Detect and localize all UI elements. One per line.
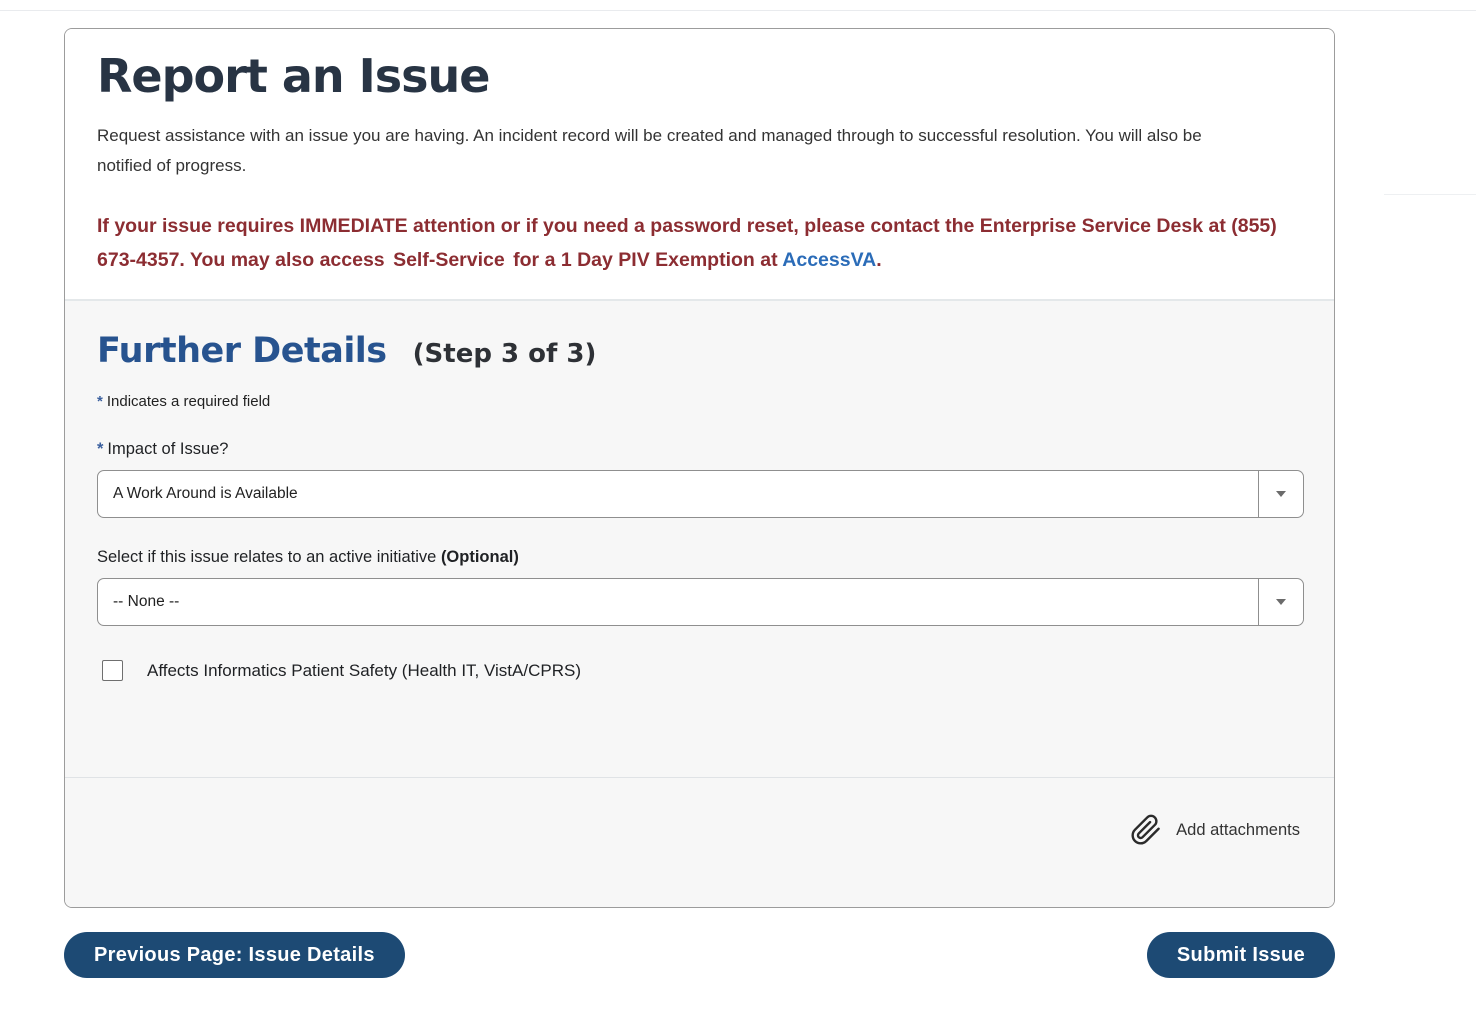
patient-safety-checkbox-label: Affects Informatics Patient Safety (Health IT, VistA/CPRS) bbox=[147, 660, 581, 680]
impact-select-value: A Work Around is Available bbox=[113, 485, 298, 502]
impact-select-dropdown-button[interactable] bbox=[1258, 471, 1303, 517]
page-title: Report an Issue bbox=[97, 49, 490, 103]
form-heading-row bbox=[97, 331, 1302, 371]
report-issue-card bbox=[64, 28, 1335, 908]
warning-part3: . bbox=[876, 249, 882, 271]
impact-label-text: Impact of Issue? bbox=[107, 440, 229, 458]
previous-page-button[interactable]: Previous Page: Issue Details bbox=[64, 932, 405, 978]
required-field-note bbox=[97, 393, 1302, 410]
required-asterisk: * bbox=[97, 393, 103, 410]
add-attachments-control[interactable] bbox=[1130, 814, 1300, 846]
accessva-link[interactable]: AccessVA bbox=[782, 249, 877, 271]
form-heading: Further Details bbox=[97, 331, 387, 371]
form-step-indicator: (Step 3 of 3) bbox=[412, 339, 597, 369]
chevron-down-icon bbox=[1276, 599, 1286, 605]
initiative-field-label bbox=[97, 548, 1302, 567]
initiative-select-dropdown-button[interactable] bbox=[1258, 579, 1303, 625]
page-button-row bbox=[64, 932, 1335, 978]
initiative-select[interactable] bbox=[97, 578, 1304, 626]
further-details-section bbox=[65, 301, 1334, 777]
attachments-footer bbox=[65, 777, 1334, 907]
patient-safety-checkbox-row bbox=[97, 660, 1302, 681]
impact-select[interactable] bbox=[97, 470, 1304, 518]
self-service-link[interactable]: Self-Service bbox=[393, 249, 505, 271]
patient-safety-checkbox[interactable] bbox=[102, 660, 123, 681]
required-note-text: Indicates a required field bbox=[106, 393, 271, 410]
warning-text bbox=[97, 209, 1302, 277]
required-asterisk: * bbox=[97, 440, 104, 458]
card-header bbox=[65, 29, 1334, 299]
add-attachments-label: Add attachments bbox=[1176, 820, 1300, 839]
initiative-label-text: Select if this issue relates to an active initiative bbox=[97, 548, 437, 566]
warning-part1: If your issue requires IMMEDIATE attention or if you need a password reset, please contact the Enterprise Service Desk at (855) 673-4357. You may also access bbox=[97, 215, 1277, 271]
submit-issue-button[interactable]: Submit Issue bbox=[1147, 932, 1335, 978]
chevron-down-icon bbox=[1276, 491, 1286, 497]
page-description: Request assistance with an issue you are having. An incident record will be created and managed through to successful resolution. You will also be notified of progress. bbox=[97, 126, 1202, 175]
paperclip-icon bbox=[1130, 814, 1162, 846]
warning-part2: for a 1 Day PIV Exemption at bbox=[513, 249, 783, 271]
optional-suffix: (Optional) bbox=[440, 548, 519, 566]
top-divider bbox=[0, 10, 1476, 11]
impact-field-label bbox=[97, 440, 1302, 459]
initiative-select-value: -- None -- bbox=[113, 593, 180, 610]
adjacent-panel-edge bbox=[1384, 194, 1476, 195]
